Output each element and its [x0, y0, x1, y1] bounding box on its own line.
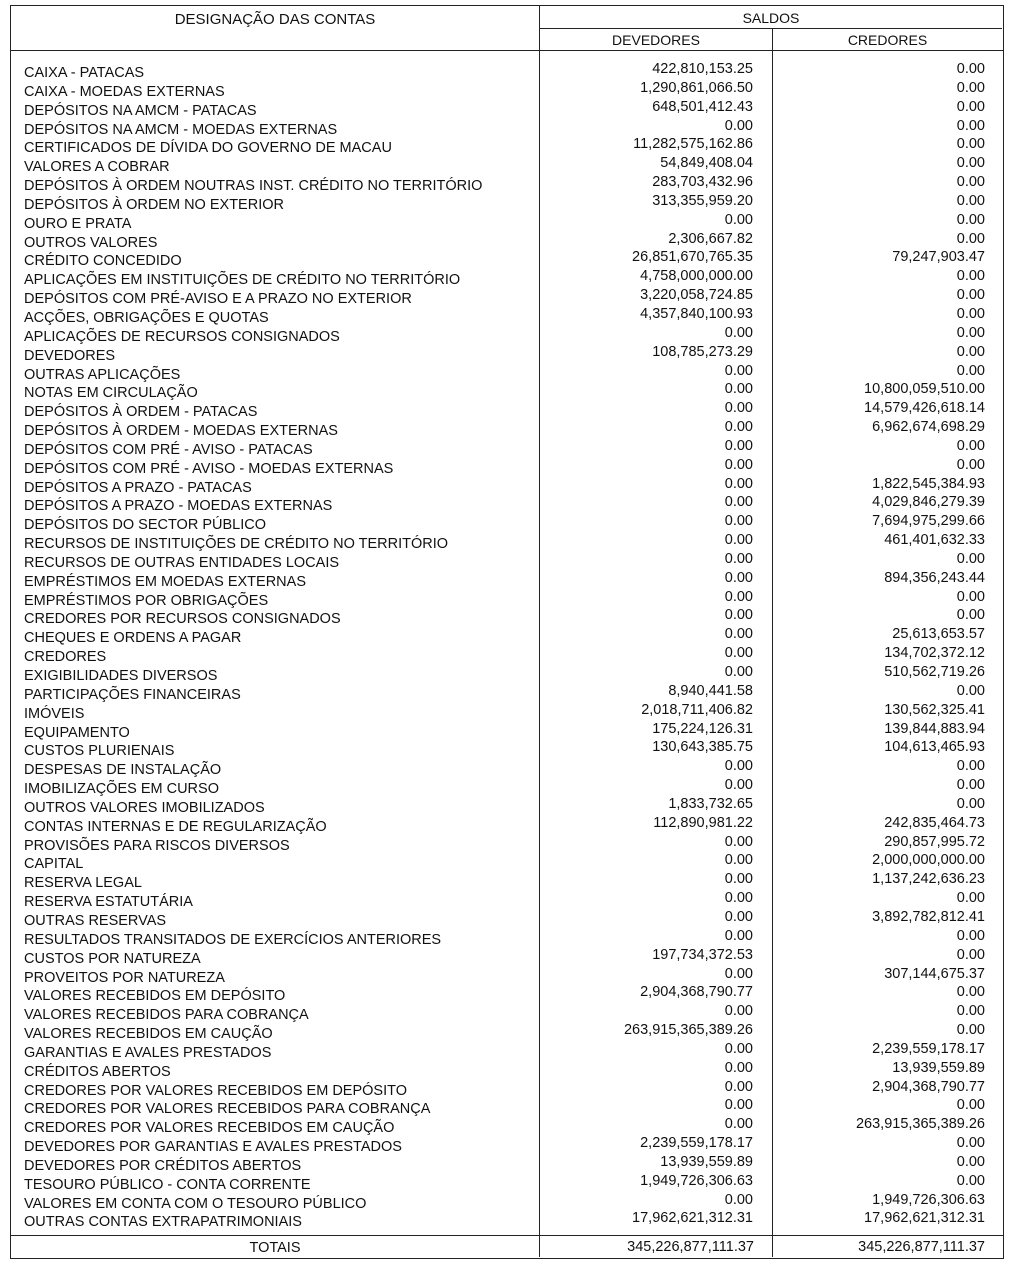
totals-row [10, 1235, 1004, 1259]
account-name: VALORES RECEBIDOS EM CAUÇÃO [24, 1026, 273, 1043]
account-name: CUSTOS PLURIENAIS [24, 743, 175, 760]
table-row [11, 796, 1003, 815]
account-name: VALORES A COBRAR [24, 159, 170, 176]
devedores-value: 0.00 [724, 513, 753, 530]
account-name: DEVEDORES [24, 347, 116, 364]
table-row [11, 1041, 1003, 1060]
table-row [11, 457, 1003, 476]
credores-value: 0.00 [956, 946, 985, 963]
account-name: APLICAÇÕES EM INSTITUIÇÕES DE CRÉDITO NO TERRITÓRIO [24, 272, 461, 289]
account-name: ACÇÕES, OBRIGAÇÕES E QUOTAS [24, 309, 269, 326]
account-name: DEPÓSITOS COM PRÉ - AVISO - PATACAS [24, 441, 313, 458]
credores-value: 0.00 [956, 607, 985, 624]
table-row [11, 702, 1003, 721]
table-row [11, 476, 1003, 495]
account-name: DEPÓSITOS COM PRÉ-AVISO E A PRAZO NO EXTERIOR [24, 291, 412, 308]
credores-value: 1,137,242,636.23 [872, 871, 985, 888]
table-row [11, 852, 1003, 871]
account-name: DEPÓSITOS À ORDEM - MOEDAS EXTERNAS [24, 423, 338, 440]
credores-value: 6,962,674,698.29 [872, 419, 985, 436]
credores-value: 0.00 [956, 682, 985, 699]
credores-value: 0.00 [956, 155, 985, 172]
account-name: IMÓVEIS [24, 705, 85, 722]
credores-value: 0.00 [956, 268, 985, 285]
credores-value: 0.00 [956, 1022, 985, 1039]
devedores-value: 0.00 [724, 400, 753, 417]
table-row [11, 589, 1003, 608]
devedores-value: 1,833,732.65 [668, 795, 753, 812]
devedores-value: 0.00 [724, 1040, 753, 1057]
table-row [11, 1135, 1003, 1154]
account-name: DEPÓSITOS NA AMCM - PATACAS [24, 102, 257, 119]
devedores-value: 0.00 [724, 211, 753, 228]
devedores-value: 108,785,273.29 [652, 343, 753, 360]
account-name: DEPÓSITOS À ORDEM NO EXTERIOR [24, 196, 284, 213]
account-name: RECURSOS DE OUTRAS ENTIDADES LOCAIS [24, 554, 340, 571]
account-name: EMPRÉSTIMOS EM MOEDAS EXTERNAS [24, 573, 306, 590]
table-row [11, 249, 1003, 268]
table-row [11, 721, 1003, 740]
table-row [11, 363, 1003, 382]
credores-value: 0.00 [956, 230, 985, 247]
devedores-value: 0.00 [724, 437, 753, 454]
account-name: RESULTADOS TRANSITADOS DE EXERCÍCIOS ANTERIORES [24, 931, 442, 948]
credores-value: 0.00 [956, 1097, 985, 1114]
credores-value: 0.00 [956, 117, 985, 134]
account-name: PROVEITOS POR NATUREZA [24, 969, 225, 986]
table-row [11, 344, 1003, 363]
table-row [11, 947, 1003, 966]
account-name: EQUIPAMENTO [24, 724, 130, 741]
devedores-value: 0.00 [724, 852, 753, 869]
header-designation: DESIGNAÇÃO DAS CONTAS [11, 6, 540, 50]
devedores-value: 0.00 [724, 494, 753, 511]
devedores-value: 0.00 [724, 456, 753, 473]
table-row [11, 683, 1003, 702]
credores-value: 17,962,621,312.31 [864, 1210, 985, 1227]
devedores-value: 0.00 [724, 1078, 753, 1095]
devedores-value: 0.00 [724, 645, 753, 662]
devedores-value: 4,357,840,100.93 [640, 305, 753, 322]
table-row [11, 532, 1003, 551]
account-name: CAIXA - MOEDAS EXTERNAS [24, 83, 225, 100]
devedores-value: 11,282,575,162.86 [633, 136, 753, 153]
account-name: OUTRAS CONTAS EXTRAPATRIMONIAIS [24, 1214, 302, 1231]
table-row [11, 287, 1003, 306]
table-row [11, 1060, 1003, 1079]
table-row [11, 212, 1003, 231]
totals-label: TOTAIS [11, 1236, 540, 1257]
table-row [11, 174, 1003, 193]
devedores-value: 0.00 [724, 532, 753, 549]
credores-value: 0.00 [956, 61, 985, 77]
account-name: CREDORES [24, 649, 107, 666]
account-name: DEVEDORES POR CRÉDITOS ABERTOS [24, 1157, 302, 1174]
table-row [11, 400, 1003, 419]
devedores-value: 0.00 [724, 1003, 753, 1020]
devedores-value: 26,851,670,765.35 [632, 249, 753, 266]
account-name: CREDORES POR RECURSOS CONSIGNADOS [24, 611, 341, 628]
table-row [11, 1192, 1003, 1211]
devedores-value: 0.00 [724, 588, 753, 605]
account-name: DEPÓSITOS À ORDEM NOUTRAS INST. CRÉDITO NO TERRITÓRIO [24, 178, 483, 195]
account-name: OURO E PRATA [24, 215, 132, 232]
table-row [11, 664, 1003, 683]
devedores-value: 0.00 [724, 664, 753, 680]
credores-value: 2,000,000,000.00 [872, 852, 985, 869]
credores-value: 134,702,372.12 [884, 645, 985, 662]
table-row [11, 1116, 1003, 1135]
devedores-value: 130,643,385.75 [652, 739, 753, 756]
devedores-value: 2,239,559,178.17 [640, 1135, 753, 1152]
account-name: OUTROS VALORES [24, 234, 158, 251]
table-row [11, 551, 1003, 570]
account-name: CAIXA - PATACAS [24, 65, 145, 81]
account-name: CREDORES POR VALORES RECEBIDOS PARA COBRANÇA [24, 1101, 431, 1118]
credores-value: 104,613,465.93 [884, 739, 985, 756]
account-name: DESPESAS DE INSTALAÇÃO [24, 762, 222, 779]
table-row [11, 325, 1003, 344]
devedores-value: 283,703,432.96 [652, 174, 753, 191]
devedores-value: 0.00 [724, 1097, 753, 1114]
totals-devedores: 345,226,877,111.37 [540, 1236, 773, 1257]
account-name: DEPÓSITOS A PRAZO - MOEDAS EXTERNAS [24, 498, 333, 515]
credores-value: 2,904,368,790.77 [872, 1078, 985, 1095]
table-row [11, 739, 1003, 758]
totals-credores: 345,226,877,111.37 [858, 1239, 985, 1255]
table-row [11, 1154, 1003, 1173]
credores-value: 0.00 [956, 588, 985, 605]
header-credores: CREDORES [847, 32, 928, 48]
table-row [11, 834, 1003, 853]
table-row [11, 118, 1003, 137]
account-name: VALORES EM CONTA COM O TESOURO PÚBLICO [24, 1195, 367, 1212]
devedores-value: 197,734,372.53 [652, 946, 753, 963]
table-row [11, 513, 1003, 532]
table-row [11, 494, 1003, 513]
credores-value: 0.00 [956, 343, 985, 360]
credores-value: 307,144,675.37 [884, 965, 985, 982]
credores-value: 290,857,995.72 [884, 833, 985, 850]
devedores-value: 0.00 [724, 607, 753, 624]
table-row [11, 758, 1003, 777]
table-row [11, 136, 1003, 155]
table-body [10, 51, 1004, 1236]
account-name: RESERVA LEGAL [24, 875, 142, 892]
table-row [11, 607, 1003, 626]
table-row [11, 268, 1003, 287]
table-row [11, 570, 1003, 589]
account-name: EMPRÉSTIMOS POR OBRIGAÇÕES [24, 592, 269, 609]
table-header [10, 5, 1004, 51]
devedores-value: 175,224,126.31 [652, 720, 753, 737]
account-name: CRÉDITO CONCEDIDO [24, 253, 182, 270]
account-name: OUTRAS RESERVAS [24, 912, 167, 929]
devedores-value: 0.00 [724, 419, 753, 436]
credores-value: 0.00 [956, 1003, 985, 1020]
account-name: OUTROS VALORES IMOBILIZADOS [24, 799, 265, 816]
devedores-value: 0.00 [724, 550, 753, 567]
table-row [11, 1097, 1003, 1116]
table-row [11, 966, 1003, 985]
account-name: APLICAÇÕES DE RECURSOS CONSIGNADOS [24, 328, 340, 345]
devedores-value: 4,758,000,000.00 [640, 268, 753, 285]
account-name: DEPÓSITOS DO SECTOR PÚBLICO [24, 517, 266, 534]
devedores-value: 0.00 [724, 569, 753, 586]
table-row [11, 306, 1003, 325]
account-name: VALORES RECEBIDOS EM DEPÓSITO [24, 988, 286, 1005]
table-row [11, 928, 1003, 947]
account-name: CREDORES POR VALORES RECEBIDOS EM CAUÇÃO [24, 1120, 395, 1137]
account-name: VALORES RECEBIDOS PARA COBRANÇA [24, 1007, 309, 1024]
account-name: CHEQUES E ORDENS A PAGAR [24, 630, 242, 647]
credores-value: 461,401,632.33 [884, 532, 985, 549]
header-devedores: DEVEDORES [540, 29, 773, 50]
devedores-value: 0.00 [724, 362, 753, 379]
credores-value: 79,247,903.47 [892, 249, 985, 266]
credores-value: 0.00 [956, 777, 985, 794]
table-row [11, 909, 1003, 928]
credores-value: 0.00 [956, 1172, 985, 1189]
credores-value: 263,915,365,389.26 [855, 1116, 985, 1133]
credores-value: 0.00 [956, 305, 985, 322]
credores-value: 139,844,883.94 [884, 720, 985, 737]
devedores-value: 0.00 [724, 475, 753, 492]
devedores-value: 1,290,861,066.50 [640, 79, 753, 96]
table-row [11, 1079, 1003, 1098]
devedores-value: 0.00 [724, 381, 753, 398]
devedores-value: 0.00 [724, 777, 753, 794]
account-name: NOTAS EM CIRCULAÇÃO [24, 385, 198, 402]
devedores-value: 2,904,368,790.77 [640, 984, 753, 1001]
devedores-value: 0.00 [724, 1059, 753, 1076]
credores-value: 0.00 [956, 211, 985, 228]
credores-value: 242,835,464.73 [884, 814, 985, 831]
account-name: PROVISÕES PARA RISCOS DIVERSOS [24, 837, 290, 854]
devedores-value: 13,939,559.89 [660, 1153, 753, 1170]
credores-value: 0.00 [956, 287, 985, 304]
credores-value: 10,800,059,510.00 [864, 381, 985, 398]
table-row [11, 626, 1003, 645]
account-name: IMOBILIZAÇÕES EM CURSO [24, 781, 219, 798]
credores-value: 0.00 [956, 795, 985, 812]
credores-value: 510,562,719.26 [884, 664, 985, 680]
devedores-value: 0.00 [724, 927, 753, 944]
devedores-value: 2,306,667.82 [668, 230, 753, 247]
credores-value: 0.00 [956, 98, 985, 115]
credores-value: 25,613,653.57 [892, 626, 985, 643]
account-name: CRÉDITOS ABERTOS [24, 1063, 171, 1080]
account-name: RESERVA ESTATUTÁRIA [24, 894, 193, 911]
devedores-value: 54,849,408.04 [660, 155, 753, 172]
devedores-value: 0.00 [724, 626, 753, 643]
account-name: EXIGIBILIDADES DIVERSOS [24, 668, 218, 684]
devedores-value: 112,890,981.22 [653, 814, 753, 831]
table-row [11, 1003, 1003, 1022]
devedores-value: 8,940,441.58 [668, 682, 753, 699]
credores-value: 0.00 [956, 174, 985, 191]
credores-value: 0.00 [956, 984, 985, 1001]
account-rows [11, 61, 1003, 1229]
devedores-value: 263,915,365,389.26 [623, 1022, 753, 1039]
devedores-value: 0.00 [724, 324, 753, 341]
devedores-value: 648,501,412.43 [652, 98, 753, 115]
account-name: DEPÓSITOS NA AMCM - MOEDAS EXTERNAS [24, 121, 338, 138]
table-row [11, 1210, 1003, 1229]
table-row [11, 1173, 1003, 1192]
table-row [11, 438, 1003, 457]
devedores-value: 0.00 [724, 965, 753, 982]
devedores-value: 0.00 [724, 890, 753, 907]
credores-value: 7,694,975,299.66 [872, 513, 985, 530]
credores-value: 14,579,426,618.14 [864, 400, 985, 417]
devedores-value: 17,962,621,312.31 [632, 1210, 753, 1227]
account-name: CAPITAL [24, 856, 84, 873]
table-row [11, 193, 1003, 212]
devedores-value: 0.00 [724, 833, 753, 850]
account-name: DEPÓSITOS À ORDEM - PATACAS [24, 404, 258, 421]
table-row [11, 890, 1003, 909]
account-name: CERTIFICADOS DE DÍVIDA DO GOVERNO DE MACAU [24, 140, 392, 157]
devedores-value: 2,018,711,406.82 [641, 701, 753, 718]
table-row [11, 231, 1003, 250]
devedores-value: 0.00 [724, 1116, 753, 1133]
balance-sheet-table [10, 5, 1004, 1267]
table-row [11, 815, 1003, 834]
account-name: PARTICIPAÇÕES FINANCEIRAS [24, 686, 241, 703]
credores-value: 0.00 [956, 437, 985, 454]
table-row [11, 80, 1003, 99]
credores-value: 2,239,559,178.17 [872, 1040, 985, 1057]
credores-value: 0.00 [956, 758, 985, 775]
table-row [11, 984, 1003, 1003]
table-row [11, 155, 1003, 174]
credores-value: 0.00 [956, 324, 985, 341]
credores-value: 0.00 [956, 362, 985, 379]
account-name: DEPÓSITOS COM PRÉ - AVISO - MOEDAS EXTERNAS [24, 460, 394, 477]
table-row [11, 645, 1003, 664]
table-row [11, 381, 1003, 400]
account-name: DEVEDORES POR GARANTIAS E AVALES PRESTADOS [24, 1139, 402, 1156]
table-row [11, 419, 1003, 438]
devedores-value: 1,949,726,306.63 [640, 1172, 753, 1189]
account-name: RECURSOS DE INSTITUIÇÕES DE CRÉDITO NO TERRITÓRIO [24, 536, 449, 553]
credores-value: 13,939,559.89 [892, 1059, 985, 1076]
credores-value: 0.00 [956, 456, 985, 473]
credores-value: 0.00 [956, 192, 985, 209]
account-name: CREDORES POR VALORES RECEBIDOS EM DEPÓSITO [24, 1082, 407, 1099]
devedores-value: 0.00 [724, 758, 753, 775]
account-name: TESOURO PÚBLICO - CONTA CORRENTE [24, 1176, 311, 1193]
credores-value: 0.00 [956, 550, 985, 567]
account-name: OUTRAS APLICAÇÕES [24, 366, 181, 383]
account-name: DEPÓSITOS A PRAZO - PATACAS [24, 479, 252, 496]
devedores-value: 313,355,959.20 [652, 192, 753, 209]
devedores-value: 0.00 [724, 871, 753, 888]
devedores-value: 0.00 [724, 908, 753, 925]
table-row [11, 61, 1003, 80]
credores-value: 0.00 [956, 136, 985, 153]
credores-value: 0.00 [956, 79, 985, 96]
devedores-value: 3,220,058,724.85 [640, 287, 753, 304]
credores-value: 894,356,243.44 [884, 569, 985, 586]
account-name: CUSTOS POR NATUREZA [24, 950, 201, 967]
credores-value: 0.00 [956, 927, 985, 944]
header-saldos: SALDOS [540, 6, 1002, 29]
devedores-value: 0.00 [724, 117, 753, 134]
credores-value: 1,949,726,306.63 [872, 1191, 985, 1208]
table-row [11, 1022, 1003, 1041]
table-row [11, 777, 1003, 796]
credores-value: 130,562,325.41 [884, 701, 985, 718]
account-name: GARANTIAS E AVALES PRESTADOS [24, 1044, 272, 1061]
credores-value: 4,029,846,279.39 [872, 494, 985, 511]
credores-value: 3,892,782,812.41 [872, 908, 985, 925]
credores-value: 0.00 [956, 1153, 985, 1170]
table-row [11, 871, 1003, 890]
devedores-value: 422,810,153.25 [652, 61, 753, 77]
devedores-value: 0.00 [724, 1191, 753, 1208]
credores-value: 1,822,545,384.93 [872, 475, 985, 492]
credores-value: 0.00 [956, 1135, 985, 1152]
account-name: CONTAS INTERNAS E DE REGULARIZAÇÃO [24, 818, 327, 835]
table-row [11, 99, 1003, 118]
credores-value: 0.00 [956, 890, 985, 907]
